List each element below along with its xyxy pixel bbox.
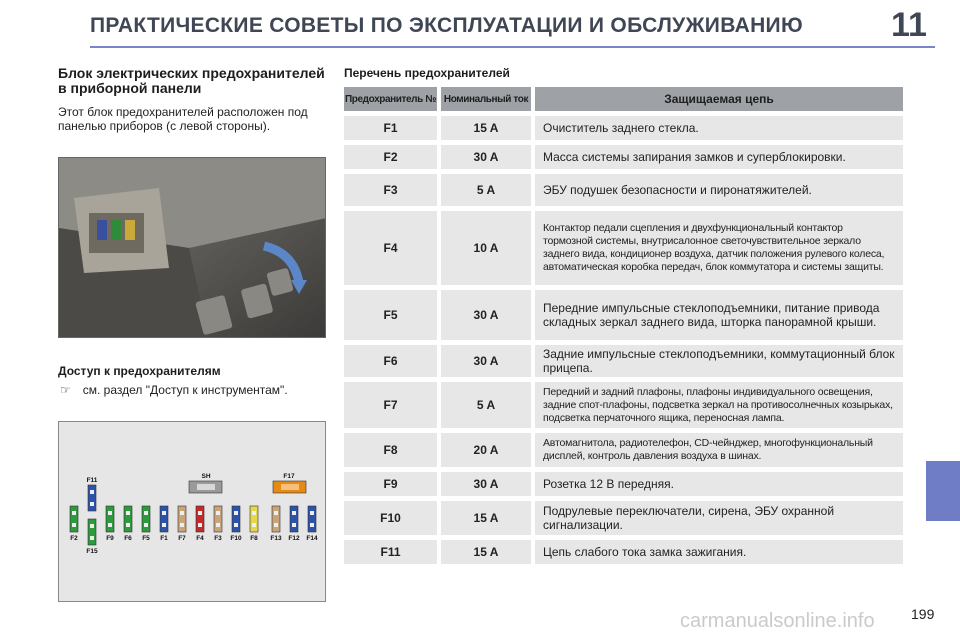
protected-circuit: Контактор педали сцепления и двухфункциональный контактор тормозной системы, внутрисалонное светочувствительное зеркало заднего вида, кондиционер воздуха, датчик положения рулевого колеса, автоматическая коробка передач, блок коммутатора и системы защиты. (535, 211, 903, 285)
protected-circuit: ЭБУ подушек безопасности и пиронатяжителей. (535, 174, 903, 206)
fuse-current: 15 A (441, 116, 531, 140)
fuse-4-notch-top (144, 511, 148, 515)
header-divider (90, 46, 935, 48)
table-row (344, 382, 903, 428)
fuse-table (344, 87, 903, 569)
protected-circuit: Передний и задний плафоны, плафоны индивидуального освещения, задние спот-плафоны, подсветка зеркал на противосолнечных козырьках, подсветка перчаточного ящика, переносная лампа. (535, 382, 903, 428)
fuse-5-notch-top (162, 511, 166, 515)
fuse-f11-notch-top (90, 490, 94, 494)
fuse-number: F10 (344, 501, 437, 535)
fuse-4-notch-bottom (144, 523, 148, 527)
table-row (344, 211, 903, 285)
chapter-number: 11 (891, 6, 927, 44)
fuse-12-notch-top (292, 511, 296, 515)
fuse-number: F2 (344, 145, 437, 169)
fuse-10-notch-bottom (252, 523, 256, 527)
fuse-current: 30 A (441, 345, 531, 377)
fuse-label-top: F17 (283, 473, 295, 480)
fuse-label-top: F11 (86, 477, 98, 484)
fuse-label-bottom: F5 (142, 535, 150, 542)
fuse-6-notch-top (180, 511, 184, 515)
fuse-1-notch-bottom (90, 536, 94, 540)
protected-circuit: Масса системы запирания замков и суперблокировки. (535, 145, 903, 169)
access-title: Доступ к предохранителям (58, 364, 221, 378)
chapter-tab (926, 461, 960, 521)
fuse-f11-notch-bottom (90, 502, 94, 506)
header-protected-circuit: Защищаемая цепь (535, 87, 903, 111)
table-row (344, 174, 903, 206)
fuse-current: 15 A (441, 501, 531, 535)
fuse-label-bottom: F2 (70, 535, 78, 542)
header-rated-current: Номинальный ток (441, 87, 531, 111)
fuse-3 (124, 506, 132, 532)
fuse-9-notch-bottom (234, 523, 238, 527)
fuse-0-notch-top (72, 511, 76, 515)
fuse-label-bottom: F10 (230, 535, 242, 542)
fuse-current: 15 A (441, 540, 531, 564)
fuse-f11 (88, 485, 96, 511)
protected-circuit: Розетка 12 В передняя. (535, 472, 903, 496)
page-number: 199 (911, 606, 935, 622)
fuse-2-notch-top (108, 511, 112, 515)
dashboard-photo (58, 157, 326, 338)
fuse-current: 5 A (441, 174, 531, 206)
fuse-9 (232, 506, 240, 532)
fuse-11-notch-bottom (274, 523, 278, 527)
fuse-7-notch-bottom (198, 523, 202, 527)
fuse-label-bottom: F1 (160, 535, 168, 542)
fuse-4 (142, 506, 150, 532)
fuse-6 (178, 506, 186, 532)
fuse-0-notch-bottom (72, 523, 76, 527)
fuse-7 (196, 506, 204, 532)
fuse-box-diagram (58, 421, 326, 602)
fuse-current: 5 A (441, 382, 531, 428)
table-row (344, 345, 903, 377)
shunt-module-inner (197, 484, 215, 490)
fuse-10 (250, 506, 258, 532)
protected-circuit: Подрулевые переключатели, сирена, ЭБУ охранной сигнализации. (535, 501, 903, 535)
fuse-label-top: SH (201, 473, 211, 480)
fuse-current: 30 A (441, 290, 531, 340)
fuse-8 (214, 506, 222, 532)
section-title: Блок электрических предохранителей в приборной панели (58, 65, 325, 96)
fuse-number: F7 (344, 382, 437, 428)
fuse-7-notch-top (198, 511, 202, 515)
fuse-13 (308, 506, 316, 532)
protected-circuit: Автомагнитола, радиотелефон, CD-чейнджер, многофункциональный дисплей, контроль давления воздуха в шинах. (535, 433, 903, 467)
table-row (344, 145, 903, 169)
table-row (344, 433, 903, 467)
fuse-current: 30 A (441, 472, 531, 496)
fuse-1-notch-top (90, 524, 94, 528)
fuse-0 (70, 506, 78, 532)
header-fuse-number: Предохранитель № (344, 87, 437, 111)
fuse-2-notch-bottom (108, 523, 112, 527)
fuse-current: 30 A (441, 145, 531, 169)
table-row (344, 501, 903, 535)
table-row (344, 290, 903, 340)
fuse-9-notch-top (234, 511, 238, 515)
fuse-13-notch-top (310, 511, 314, 515)
fuse-11-notch-top (274, 511, 278, 515)
fuse-10-notch-top (252, 511, 256, 515)
section-description: Этот блок предохранителей расположен под панелью приборов (с левой стороны). (58, 105, 308, 133)
fuse-13-notch-bottom (310, 523, 314, 527)
fuse-number: F4 (344, 211, 437, 285)
fuse-current: 20 A (441, 433, 531, 467)
fuse-layout (59, 422, 327, 603)
fuse-number: F3 (344, 174, 437, 206)
fuse-3-notch-bottom (126, 523, 130, 527)
dashboard-illustration (59, 158, 326, 338)
access-note (60, 383, 288, 397)
page-header (0, 0, 960, 48)
watermark: carmanualsonline.info (680, 610, 875, 632)
fuse-label-bottom: F6 (124, 535, 132, 542)
protected-circuit: Задние импульсные стеклоподъемники, коммутационный блок прицепа. (535, 345, 903, 377)
table-row (344, 540, 903, 564)
fuse-2 (106, 506, 114, 532)
protected-circuit: Цепь слабого тока замка зажигания. (535, 540, 903, 564)
fuse-8-notch-top (216, 511, 220, 515)
fuse-number: F1 (344, 116, 437, 140)
fuse-6-notch-bottom (180, 523, 184, 527)
table-row (344, 472, 903, 496)
intro-section (58, 66, 330, 133)
fuse-12-notch-bottom (292, 523, 296, 527)
table-header (344, 87, 903, 111)
fuse-label-bottom: F14 (306, 535, 318, 542)
protected-circuit: Очиститель заднего стекла. (535, 116, 903, 140)
fuse-5 (160, 506, 168, 532)
fuse-number: F11 (344, 540, 437, 564)
fuse-current: 10 A (441, 211, 531, 285)
fuse-label-bottom: F9 (106, 535, 114, 542)
fuse-8-notch-bottom (216, 523, 220, 527)
access-text: см. раздел "Доступ к инструментам". (82, 383, 288, 397)
fuse-1 (88, 519, 96, 545)
fuse-label-bottom: F13 (270, 535, 282, 542)
fuse-label-bottom: F3 (214, 535, 222, 542)
fuse-list-title: Перечень предохранителей (344, 66, 510, 80)
page-title: ПРАКТИЧЕСКИЕ СОВЕТЫ ПО ЭКСПЛУАТАЦИИ И ОБСЛУЖИВАНИЮ (90, 14, 803, 37)
fuse-number: F8 (344, 433, 437, 467)
fuse-11 (272, 506, 280, 532)
fuse-label-bottom: F15 (86, 548, 98, 555)
fuse-number: F5 (344, 290, 437, 340)
fuse-f17-inner (281, 484, 299, 490)
fuse-label-bottom: F4 (196, 535, 204, 542)
table-row (344, 116, 903, 140)
fuse-5-notch-bottom (162, 523, 166, 527)
fuse-label-bottom: F8 (250, 535, 258, 542)
protected-circuit: Передние импульсные стеклоподъемники, питание привода складных зеркал заднего вида, шторка панорамной крыши. (535, 290, 903, 340)
fuse-number: F6 (344, 345, 437, 377)
fuse-label-bottom: F12 (288, 535, 300, 542)
fuse-12 (290, 506, 298, 532)
fuse-3-notch-top (126, 511, 130, 515)
fuse-number: F9 (344, 472, 437, 496)
fuse-label-bottom: F7 (178, 535, 186, 542)
pointing-hand-icon: ☞ (60, 383, 71, 397)
